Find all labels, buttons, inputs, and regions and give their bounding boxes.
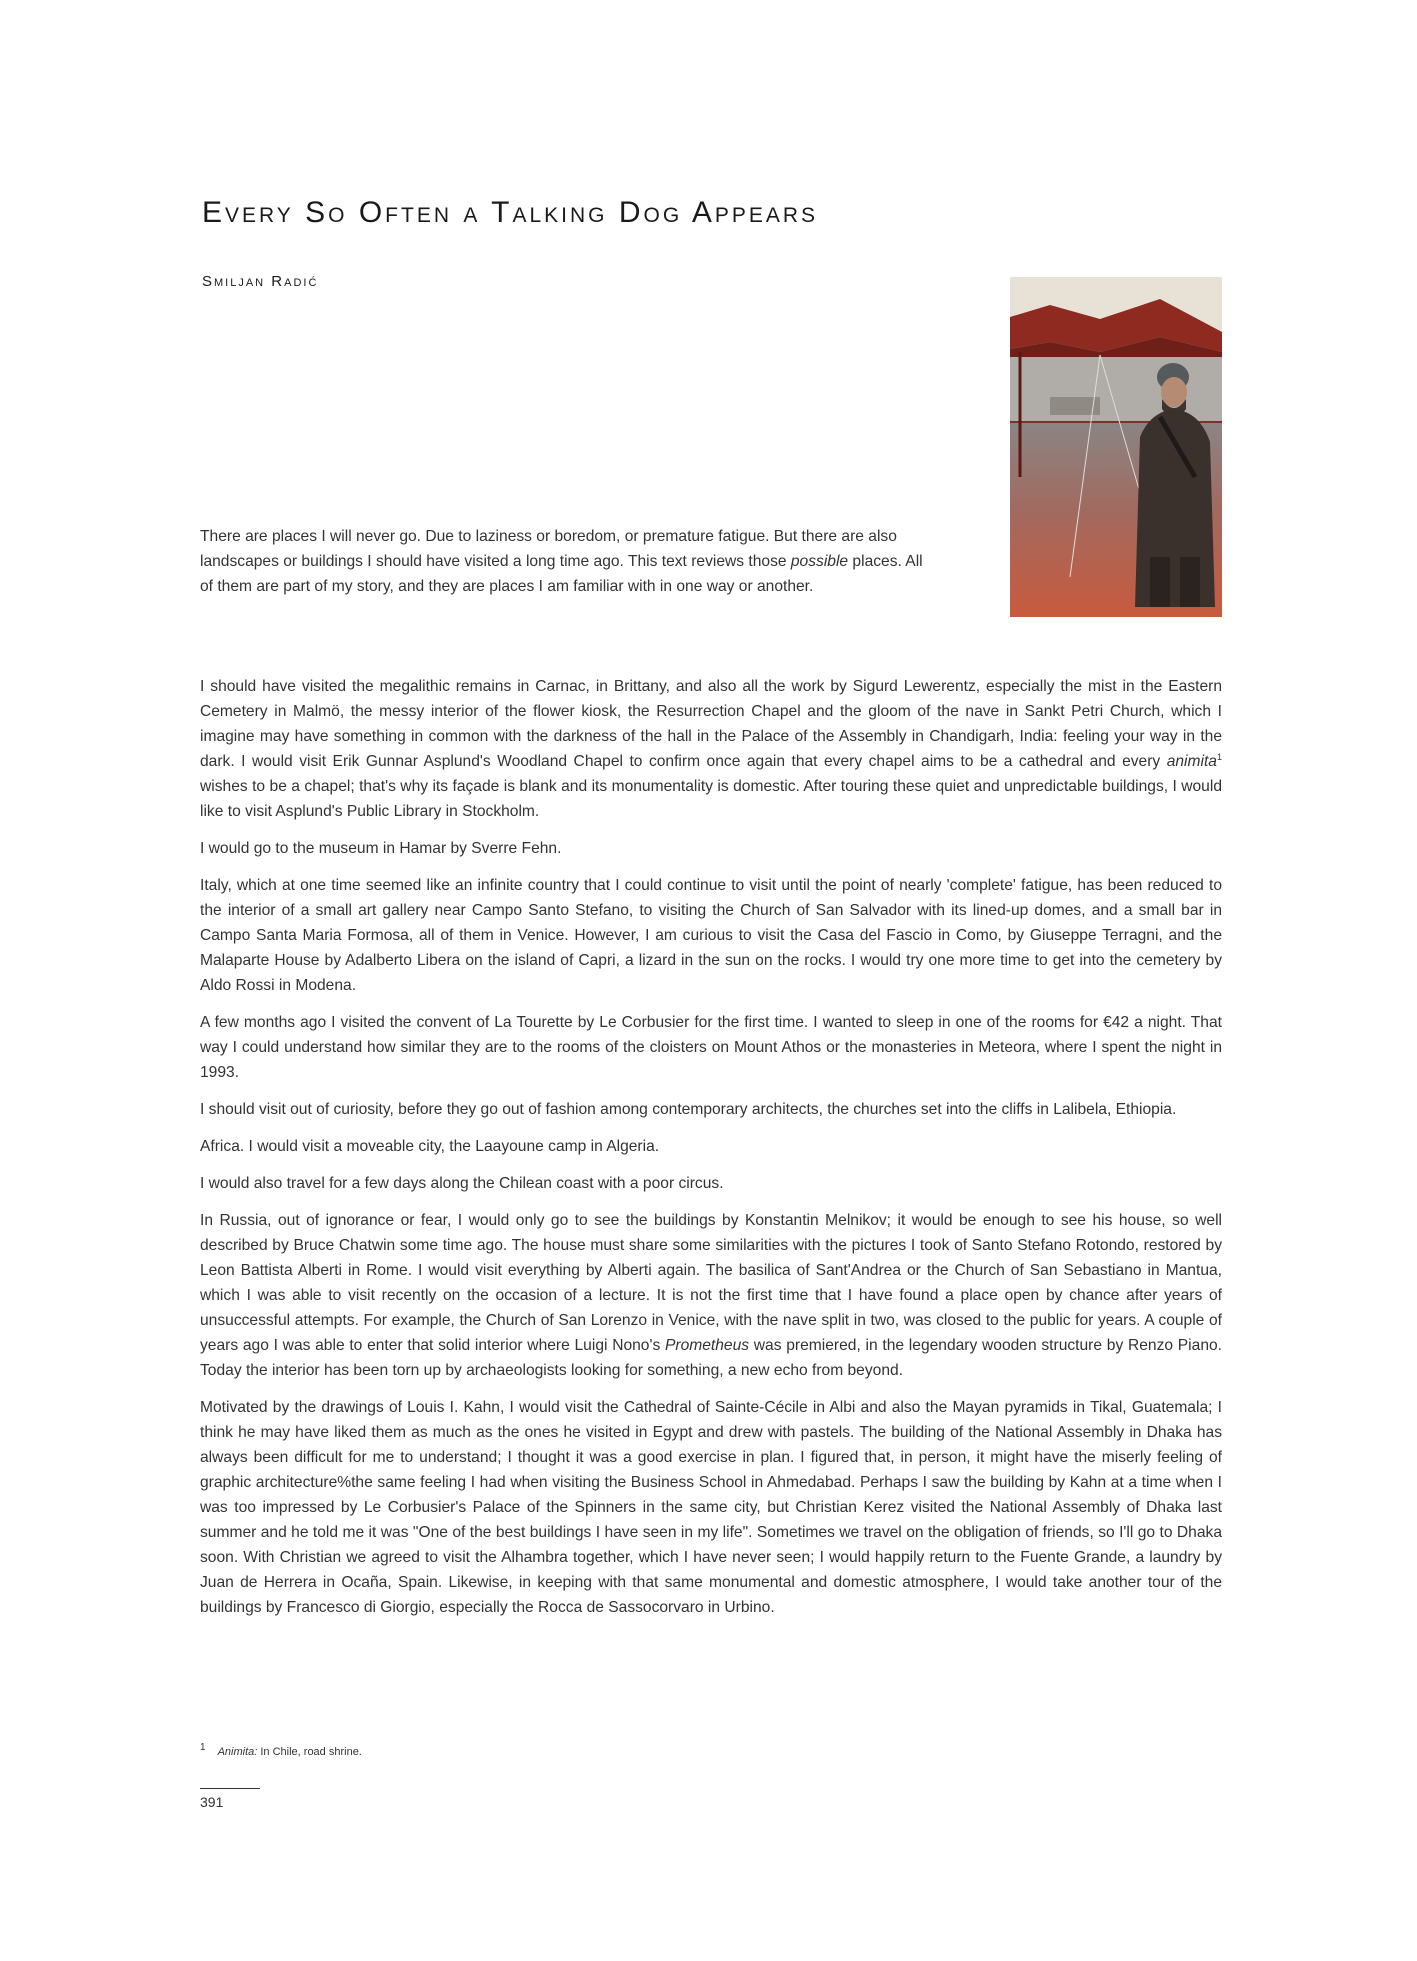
intro-text-part1: There are places I will never go. Due to laziness or boredom, or premature fatigue. But there are also landscapes or buildings I should have visited a long time ago. This text reviews those <box>200 528 897 570</box>
italic-term: animita <box>1166 753 1217 770</box>
paragraph-text: I should have visited the megalithic remains in Carnac, in Brittany, and also all the work by Sigurd Lewerentz, especially the mist in the Eastern Cemetery in Malmö, the messy interior of the flower kiosk, the Resurrection Chapel and the gloom of the nave in Sankt Petri Church, which I imagine may have something in common with the darkness of the hall in the Palace of the Assembly in Chandigarh, India: feeling your way in the dark. I would visit Erik Gunnar Asplund's Woodland Chapel to confirm once again that every chapel aims to be a cathedral and every <box>200 678 1222 770</box>
article-title: Every So Often a Talking Dog Appears <box>202 196 819 229</box>
paragraph-text: was premiered, in the legendary wooden structure by Renzo Piano. Today the interior has been torn up by archaeologists looking for something, a new echo from beyond. <box>200 1337 1222 1379</box>
body-paragraph <box>200 1208 1222 1383</box>
footnote-term: Animita: <box>217 1746 258 1758</box>
body-paragraph: Motivated by the drawings of Louis I. Kahn, I would visit the Cathedral of Sainte-Cécile in Albi and also the Mayan pyramids in Tikal, Guatemala; I think he may have liked them as much as the ones he visited in Egypt and drew with pastels. The building of the National Assembly in Dhaka has always been difficult for me to understand; I thought it was a good exercise in plan. I figured that, in person, it might have the miserly feeling of graphic architecture%the same feeling I had when visiting the Business School in Ahmedabad. Perhaps I saw the building by Kahn at a time when I was too impressed by Le Corbusier's Palace of the Spinners in the same city, but Christian Kerez visited the National Assembly of Dhaka last summer and he told me it was "One of the best buildings I have seen in my life". Sometimes we travel on the obligation of friends, so I'll go to Dhaka soon. With Christian we agreed to visit the Alhambra together, which I have never seen; I would happily return to the Fuente Grande, a laundry by Juan de Herrera in Ocaña, Spain. Likewise, in keeping with that same monumental and domestic atmosphere, I would take another tour of the buildings by Francesco di Giorgio, especially the Rocca de Sassocorvaro in Urbino. <box>200 1399 1222 1616</box>
intro-italic-word: possible <box>790 553 849 570</box>
body-paragraph: I should visit out of curiosity, before they go out of fashion among contemporary architects, the churches set into the cliffs in Lalibela, Ethiopia. <box>200 1101 1177 1118</box>
footnote-number: 1 <box>200 1742 206 1754</box>
body-paragraph: I would go to the museum in Hamar by Sverre Fehn. <box>200 840 562 857</box>
paragraph-text: In Russia, out of ignorance or fear, I would only go to see the buildings by Konstantin Melnikov; it would be enough to see his house, so well described by Bruce Chatwin some time ago. The house must share some similarities with the pictures I took of Santo Stefano Rotondo, restored by Leon Battista Alberti in Rome. I would visit everything by Alberti again. The basilica of Sant'Andrea or the Church of San Sebastiano in Mantua, which I was able to visit recently on the occasion of a lecture. It is not the first time that I have found a place open by chance after years of unsuccessful attempts. For example, the Church of San Lorenzo in Venice, with the nave split in two, was closed to the public for years. A couple of years ago I was able to enter that solid interior where Luigi Nono's <box>200 1212 1222 1354</box>
author-portrait-photo <box>1010 277 1222 617</box>
page-number: 391 <box>200 1794 224 1810</box>
intro-text-part2: places. All of them are part of my story, and they are places I am familiar with in one way or another. <box>200 553 923 595</box>
page-number-rule <box>200 1788 260 1789</box>
article-body <box>200 674 1222 1632</box>
footnote-text: In Chile, road shrine. <box>257 1746 362 1758</box>
body-paragraph: Africa. I would visit a moveable city, the Laayoune camp in Algeria. <box>200 1138 660 1155</box>
paragraph-text: wishes to be a chapel; that's why its façade is blank and its monumentality is domestic. After touring these quiet and unpredictable buildings, I would like to visit Asplund's Public Library in Stockholm. <box>200 778 1222 820</box>
body-paragraph: Italy, which at one time seemed like an infinite country that I could continue to visit until the point of nearly 'complete' fatigue, has been reduced to the interior of a small art gallery near Campo Santo Stefano, to visiting the Church of San Salvador with its lined-up domes, and a small bar in Campo Santa Maria Formosa, all of them in Venice. However, I am curious to visit the Casa del Fascio in Como, by Giuseppe Terragni, and the Malaparte House by Adalberto Libera on the island of Capri, a lizard in the sun on the rocks. I would try one more time to get into the cemetery by Aldo Rossi in Modena. <box>200 877 1222 994</box>
body-paragraph: A few months ago I visited the convent of La Tourette by Le Corbusier for the first time. I wanted to sleep in one of the rooms for €42 a night. That way I could understand how similar they are to the rooms of the cloisters on Mount Athos or the monasteries in Meteora, where I spent the night in 1993. <box>200 1014 1222 1081</box>
body-paragraph <box>200 674 1222 824</box>
italic-title: Prometheus <box>664 1337 750 1354</box>
body-paragraph: I would also travel for a few days along the Chilean coast with a poor circus. <box>200 1175 724 1192</box>
author-name: Smiljan Radić <box>202 273 319 290</box>
footnote-reference: 1 <box>1216 751 1222 762</box>
intro-paragraph <box>200 524 927 599</box>
footnote <box>200 1742 362 1758</box>
